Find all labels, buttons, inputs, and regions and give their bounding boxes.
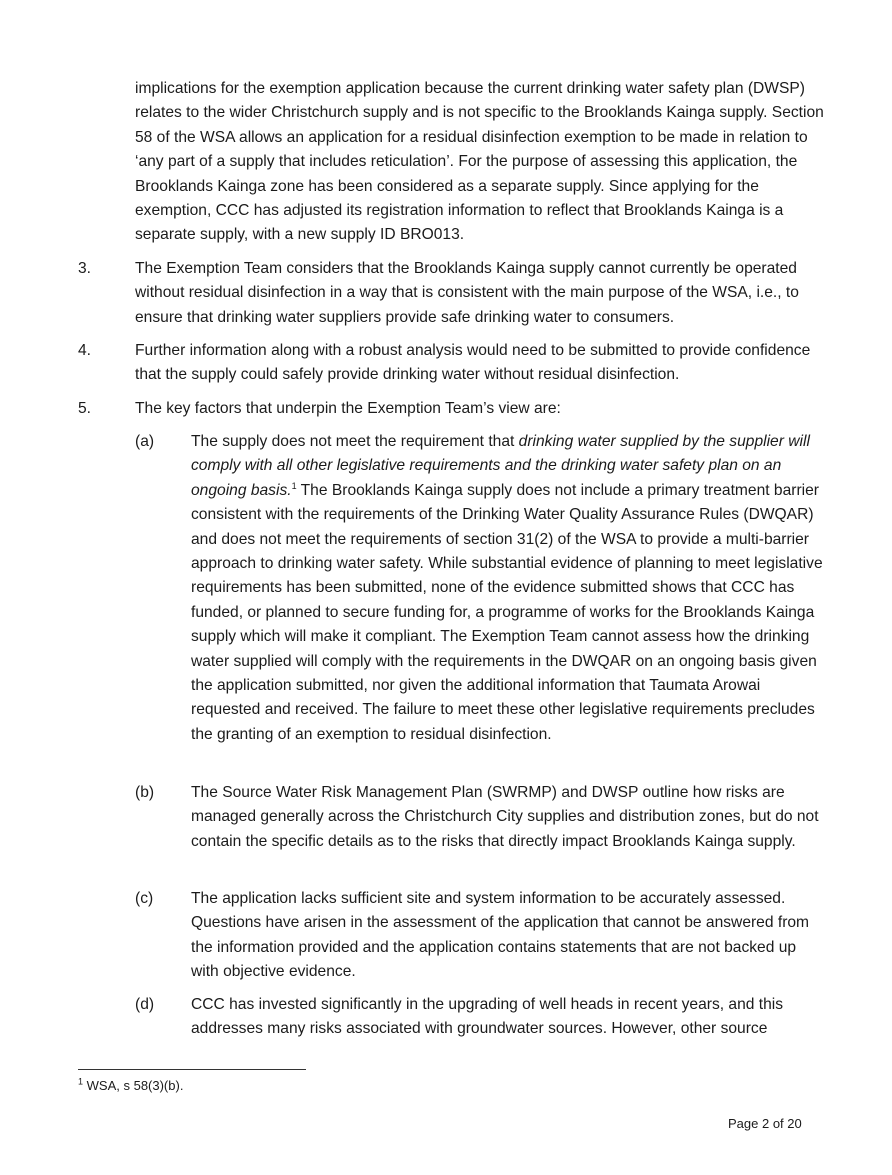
subparagraph-text: The Source Water Risk Management Plan (SWRMP) and DWSP outline how risks are managed generally across the Christchurch City supplies and distribution zones, but do not contain the specific details as to the risks that directly impact Brooklands Kainga supply. [191,784,819,850]
subparagraph-text [191,430,825,747]
paragraph-number: 4. [78,342,92,359]
subparagraph-label: (b) [135,784,155,801]
subparagraph-label: (d) [135,996,155,1013]
footnote [78,1077,183,1095]
text-before: The supply does not meet the requirement that [191,433,519,450]
paragraph-number: 5. [78,400,92,417]
paragraph-text: The key factors that underpin the Exemption Team’s view are: [135,400,561,417]
subparagraph-text: CCC has invested significantly in the upgrading of well heads in recent years, and this addresses many risks associated with groundwater sources. However, other source [191,996,784,1038]
subparagraph-label: (c) [135,890,154,907]
continued-paragraph: implications for the exemption application because the current drinking water safety plan (DWSP) relates to the wider Christchurch supply and is not specific to the Brooklands Kainga supply. Section 58 of the WSA allows an application for a residual disinfection exemption to be made in relation to ‘any part of a supply that includes reticulation’. For the purpose of assessing this application, the Brooklands Kainga zone has been considered as a separate supply. Since applying for the exemption, CCC has adjusted its registration information to reflect that Brooklands Kainga is a separate supply, with a new supply ID BRO013. [135,80,824,244]
subparagraph-text: The application lacks sufficient site and system information to be accurately assessed. Questions have arisen in the assessment of the application that cannot be answered from the information provided and the application contains statements that are not backed up with objective evidence. [191,890,810,981]
footnote-text: WSA, s 58(3)(b). [86,1078,184,1093]
paragraph-text: The Exemption Team considers that the Brooklands Kainga supply cannot currently be operated without residual disinfection in a way that is consistent with the main purpose of the WSA, i.e., to ensure that drinking water suppliers provide safe drinking water to consumers. [135,260,799,326]
footnote-separator [78,1069,306,1070]
subparagraph-label: (a) [135,433,155,450]
paragraph-text: Further information along with a robust analysis would need to be submitted to provide confidence that the supply could safely provide drinking water without residual disinfection. [135,342,811,384]
page-number: Page 2 of 20 [728,1116,802,1131]
footnote-reference: 1 [291,480,297,491]
paragraph-number: 3. [78,260,92,277]
text-after: The Brooklands Kainga supply does not include a primary treatment barrier consistent with the requirements of the Drinking Water Quality Assurance Rules (DWQAR) and does not meet the requirements of section 31(2) of the WSA to provide a multi-barrier approach to drinking water safety. While substantial evidence of planning to meet legislative requirements has been submitted, none of the evidence submitted shows that CCC has funded, or planned to secure funding for, a programme of works for the Brooklands Kainga supply which will make it compliant. The Exemption Team cannot assess how the drinking water supplied will comply with the requirements in the DWQAR on an ongoing basis given the application submitted, nor given the additional information that Taumata Arowai requested and received. The failure to meet these other legislative requirements precludes the granting of an exemption to residual disinfection. [191,481,823,743]
italic-quote: drinking water supplied by the supplier will comply with all other legislative requirements and the drinking water safety plan on an ongoing basis. [191,433,810,499]
footnote-number: 1 [78,1076,84,1087]
